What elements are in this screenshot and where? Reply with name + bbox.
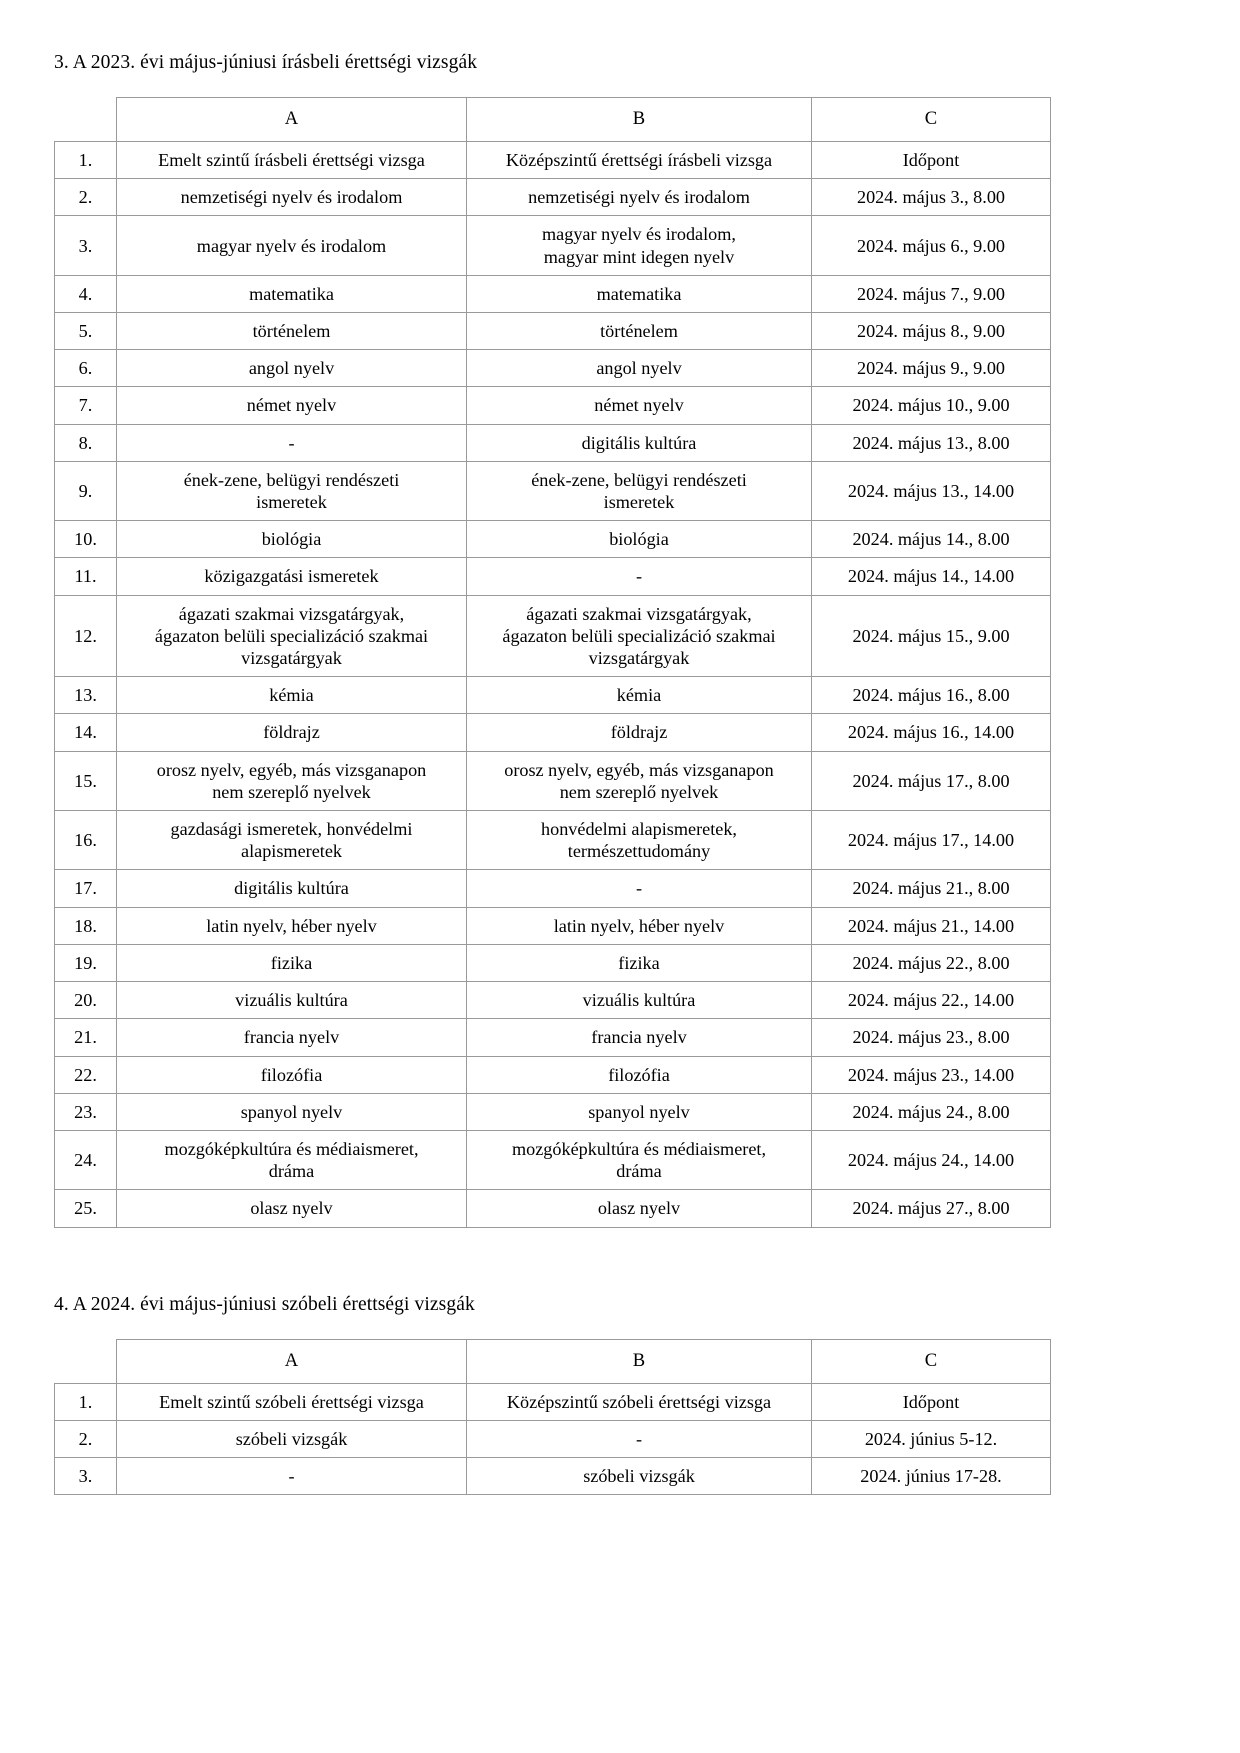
cell-column-a: filozófia (117, 1056, 467, 1093)
cell-column-c: 2024. június 17-28. (812, 1457, 1051, 1494)
column-letter-row (55, 98, 1051, 142)
cell-column-b: olasz nyelv (467, 1190, 812, 1227)
cell-column-c: 2024. május 22., 14.00 (812, 982, 1051, 1019)
cell-column-c: 2024. május 16., 14.00 (812, 714, 1051, 751)
cell-column-b: vizuális kultúra (467, 982, 812, 1019)
cell-column-b: francia nyelv (467, 1019, 812, 1056)
cell-column-b: - (467, 870, 812, 907)
table-row (55, 677, 1051, 714)
corner-cell (55, 98, 117, 142)
oral-exams-table-body (55, 1339, 1051, 1494)
cell-column-a: orosz nyelv, egyéb, más vizsganapon nem szereplő nyelvek (117, 751, 467, 810)
row-number-cell: 11. (55, 558, 117, 595)
written-exams-table-body (55, 98, 1051, 1227)
cell-column-b: nemzetiségi nyelv és irodalom (467, 179, 812, 216)
row-number-cell: 4. (55, 275, 117, 312)
cell-column-b: Középszintű érettségi írásbeli vizsga (467, 142, 812, 179)
row-number-cell: 2. (55, 1420, 117, 1457)
cell-column-a: fizika (117, 944, 467, 981)
table-row (55, 558, 1051, 595)
cell-column-c: 2024. május 17., 8.00 (812, 751, 1051, 810)
table-row (55, 216, 1051, 275)
row-number-cell: 21. (55, 1019, 117, 1056)
row-number-cell: 12. (55, 595, 117, 677)
cell-column-c: 2024. május 24., 14.00 (812, 1130, 1051, 1189)
cell-column-b: matematika (467, 275, 812, 312)
cell-column-a: történelem (117, 313, 467, 350)
cell-column-c: 2024. május 23., 8.00 (812, 1019, 1051, 1056)
row-number-cell: 24. (55, 1130, 117, 1189)
cell-column-b: digitális kultúra (467, 424, 812, 461)
cell-column-c: 2024. május 13., 14.00 (812, 461, 1051, 520)
section-heading-oral: 4. A 2024. évi május-júniusi szóbeli érettségi vizsgák (54, 1293, 475, 1315)
cell-column-c: 2024. május 8., 9.00 (812, 313, 1051, 350)
cell-column-b: biológia (467, 521, 812, 558)
table-row (55, 1190, 1051, 1227)
table-row (55, 1457, 1051, 1494)
cell-column-c: 2024. május 6., 9.00 (812, 216, 1051, 275)
table-row (55, 714, 1051, 751)
cell-column-a: latin nyelv, héber nyelv (117, 907, 467, 944)
cell-column-c: 2024. május 14., 14.00 (812, 558, 1051, 595)
cell-column-a: szóbeli vizsgák (117, 1420, 467, 1457)
cell-column-a: - (117, 424, 467, 461)
cell-column-c: 2024. június 5-12. (812, 1420, 1051, 1457)
table-row (55, 179, 1051, 216)
cell-column-b: kémia (467, 677, 812, 714)
cell-column-a: mozgóképkultúra és médiaismeret, dráma (117, 1130, 467, 1189)
table-row (55, 944, 1051, 981)
cell-column-b: latin nyelv, héber nyelv (467, 907, 812, 944)
cell-column-c: 2024. május 16., 8.00 (812, 677, 1051, 714)
oral-exams-table (54, 1339, 1051, 1495)
cell-column-b: mozgóképkultúra és médiaismeret, dráma (467, 1130, 812, 1189)
column-letter-c: C (812, 98, 1051, 142)
row-number-cell: 13. (55, 677, 117, 714)
table-row (55, 521, 1051, 558)
cell-column-c: 2024. május 15., 9.00 (812, 595, 1051, 677)
row-number-cell: 10. (55, 521, 117, 558)
table-spacer (52, 1228, 1188, 1258)
cell-column-a: ágazati szakmai vizsgatárgyak, ágazaton belüli specializáció szakmai vizsgatárgyak (117, 595, 467, 677)
section-oral-exams (52, 1292, 1188, 1496)
column-letter-c: C (812, 1339, 1051, 1383)
table-row (55, 751, 1051, 810)
cell-column-a: vizuális kultúra (117, 982, 467, 1019)
row-number-cell: 8. (55, 424, 117, 461)
cell-column-a: francia nyelv (117, 1019, 467, 1056)
row-number-cell: 19. (55, 944, 117, 981)
table-row (55, 387, 1051, 424)
table-row (55, 275, 1051, 312)
table-row (55, 870, 1051, 907)
row-number-cell: 16. (55, 811, 117, 870)
cell-column-b: fizika (467, 944, 812, 981)
row-number-cell: 1. (55, 142, 117, 179)
row-number-cell: 14. (55, 714, 117, 751)
row-number-cell: 15. (55, 751, 117, 810)
row-number-cell: 25. (55, 1190, 117, 1227)
cell-column-a: nemzetiségi nyelv és irodalom (117, 179, 467, 216)
cell-column-c: 2024. május 21., 14.00 (812, 907, 1051, 944)
cell-column-c: 2024. május 24., 8.00 (812, 1093, 1051, 1130)
cell-column-b: Középszintű szóbeli érettségi vizsga (467, 1383, 812, 1420)
cell-column-b: angol nyelv (467, 350, 812, 387)
cell-column-a: ének-zene, belügyi rendészeti ismeretek (117, 461, 467, 520)
row-number-cell: 18. (55, 907, 117, 944)
section-written-exams (52, 50, 1188, 1228)
row-number-cell: 2. (55, 179, 117, 216)
cell-column-b: orosz nyelv, egyéb, más vizsganapon nem szereplő nyelvek (467, 751, 812, 810)
cell-column-a: közigazgatási ismeretek (117, 558, 467, 595)
row-number-cell: 3. (55, 216, 117, 275)
table-row (55, 1019, 1051, 1056)
cell-column-a: spanyol nyelv (117, 1093, 467, 1130)
cell-column-b: magyar nyelv és irodalom, magyar mint idegen nyelv (467, 216, 812, 275)
cell-column-a: angol nyelv (117, 350, 467, 387)
corner-cell (55, 1339, 117, 1383)
cell-column-a: gazdasági ismeretek, honvédelmi alapismeretek (117, 811, 467, 870)
table-row (55, 982, 1051, 1019)
cell-column-b: ének-zene, belügyi rendészeti ismeretek (467, 461, 812, 520)
row-number-cell: 20. (55, 982, 117, 1019)
cell-column-c: 2024. május 14., 8.00 (812, 521, 1051, 558)
table-row (55, 811, 1051, 870)
cell-column-a: német nyelv (117, 387, 467, 424)
cell-column-c: 2024. május 7., 9.00 (812, 275, 1051, 312)
cell-column-c: 2024. május 23., 14.00 (812, 1056, 1051, 1093)
cell-column-b: filozófia (467, 1056, 812, 1093)
cell-column-c: 2024. május 22., 8.00 (812, 944, 1051, 981)
table-row (55, 1093, 1051, 1130)
cell-column-a: Emelt szintű szóbeli érettségi vizsga (117, 1383, 467, 1420)
cell-column-c: 2024. május 10., 9.00 (812, 387, 1051, 424)
cell-column-c: 2024. május 17., 14.00 (812, 811, 1051, 870)
table-row (55, 907, 1051, 944)
cell-column-c: 2024. május 27., 8.00 (812, 1190, 1051, 1227)
cell-column-c: 2024. május 21., 8.00 (812, 870, 1051, 907)
cell-column-a: digitális kultúra (117, 870, 467, 907)
column-letter-a: A (117, 1339, 467, 1383)
table-row (55, 1130, 1051, 1189)
cell-column-b: német nyelv (467, 387, 812, 424)
cell-column-a: matematika (117, 275, 467, 312)
cell-column-b: ágazati szakmai vizsgatárgyak, ágazaton belüli specializáció szakmai vizsgatárgyak (467, 595, 812, 677)
cell-column-a: olasz nyelv (117, 1190, 467, 1227)
row-number-cell: 3. (55, 1457, 117, 1494)
cell-column-a: Emelt szintű írásbeli érettségi vizsga (117, 142, 467, 179)
column-letter-b: B (467, 1339, 812, 1383)
cell-column-b: spanyol nyelv (467, 1093, 812, 1130)
cell-column-a: magyar nyelv és irodalom (117, 216, 467, 275)
cell-column-c: 2024. május 3., 8.00 (812, 179, 1051, 216)
cell-column-b: honvédelmi alapismeretek, természettudomány (467, 811, 812, 870)
cell-column-c: Időpont (812, 142, 1051, 179)
row-number-cell: 23. (55, 1093, 117, 1130)
row-number-cell: 9. (55, 461, 117, 520)
table-row (55, 1420, 1051, 1457)
cell-column-a: biológia (117, 521, 467, 558)
cell-column-b: - (467, 558, 812, 595)
cell-column-c: 2024. május 9., 9.00 (812, 350, 1051, 387)
cell-column-b: történelem (467, 313, 812, 350)
column-letter-row (55, 1339, 1051, 1383)
cell-column-b: - (467, 1420, 812, 1457)
table-row (55, 461, 1051, 520)
row-number-cell: 1. (55, 1383, 117, 1420)
table-row (55, 142, 1051, 179)
column-letter-b: B (467, 98, 812, 142)
row-number-cell: 7. (55, 387, 117, 424)
section-heading-written: 3. A 2023. évi május-júniusi írásbeli érettségi vizsgák (54, 52, 478, 73)
row-number-cell: 22. (55, 1056, 117, 1093)
cell-column-a: földrajz (117, 714, 467, 751)
cell-column-a: - (117, 1457, 467, 1494)
cell-column-b: szóbeli vizsgák (467, 1457, 812, 1494)
cell-column-c: Időpont (812, 1383, 1051, 1420)
row-number-cell: 17. (55, 870, 117, 907)
table-row (55, 350, 1051, 387)
table-row (55, 595, 1051, 677)
table-row (55, 1056, 1051, 1093)
table-row (55, 1383, 1051, 1420)
cell-column-c: 2024. május 13., 8.00 (812, 424, 1051, 461)
table-row (55, 313, 1051, 350)
cell-column-a: kémia (117, 677, 467, 714)
table-row (55, 424, 1051, 461)
column-letter-a: A (117, 98, 467, 142)
written-exams-table (54, 97, 1051, 1227)
cell-column-b: földrajz (467, 714, 812, 751)
row-number-cell: 6. (55, 350, 117, 387)
row-number-cell: 5. (55, 313, 117, 350)
